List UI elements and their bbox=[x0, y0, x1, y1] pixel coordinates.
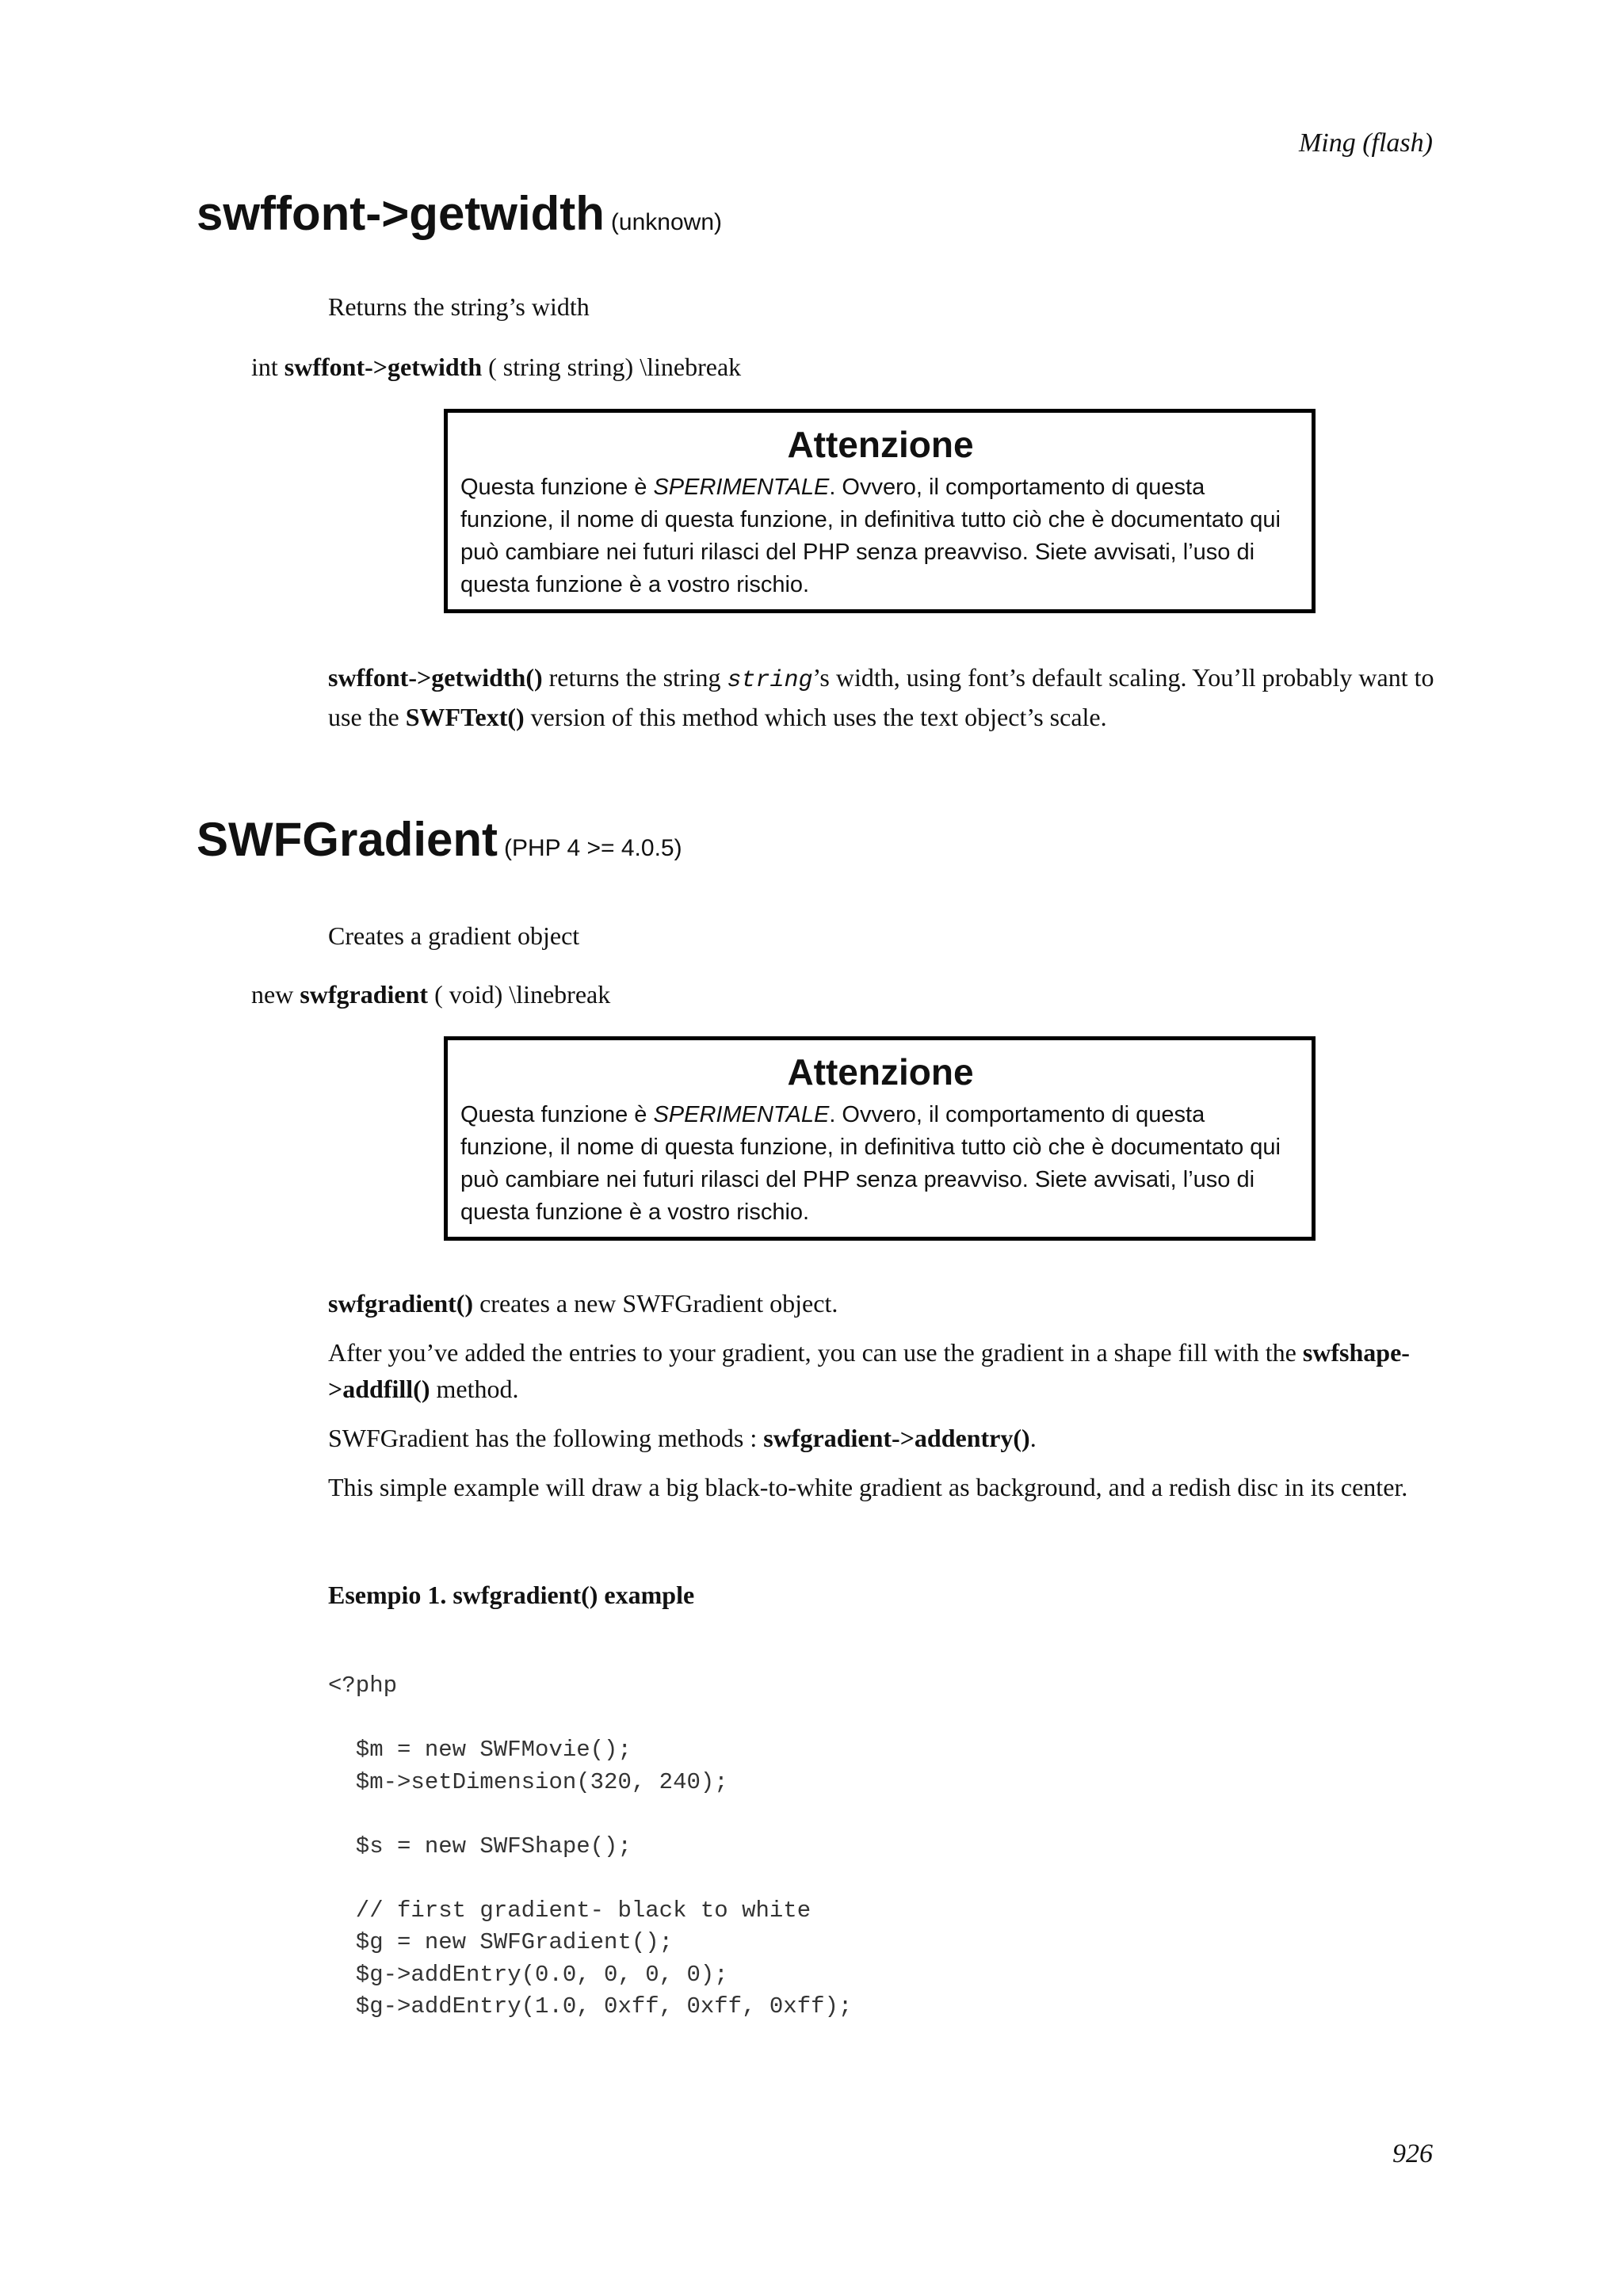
code-line: $m->setDimension(320, 240); bbox=[328, 1768, 728, 1795]
example-title: Esempio 1. swfgradient() example bbox=[328, 1581, 695, 1609]
code-line: <?php bbox=[328, 1672, 398, 1699]
function-title-swfgradient bbox=[197, 813, 682, 866]
code-line: $g = new SWFGradient(); bbox=[328, 1929, 674, 1955]
paragraph: After you’ve added the entries to your gradient, you can use the gradient in a shape fill with the swfshape->addfill() method. bbox=[328, 1338, 1410, 1403]
proto-return: int bbox=[251, 353, 278, 381]
proto-args: ( void) \linebreak bbox=[434, 980, 611, 1009]
paragraph: swfgradient() creates a new SWFGradient object. bbox=[328, 1289, 838, 1318]
code-line: $m = new SWFMovie(); bbox=[328, 1737, 632, 1763]
warning-title: Attenzione bbox=[787, 1051, 974, 1093]
function-name: swffont->getwidth bbox=[197, 187, 605, 240]
paragraph: This simple example will draw a big black-to-white gradient as background, and a redish disc in its center. bbox=[328, 1473, 1408, 1501]
code-line: $g->addEntry(0.0, 0, 0, 0); bbox=[328, 1961, 728, 1988]
code-line: $s = new SWFShape(); bbox=[328, 1833, 632, 1859]
page-number: 926 bbox=[1392, 2139, 1433, 2168]
parameter-name: string bbox=[727, 667, 813, 694]
proto-name: swfgradient bbox=[300, 980, 429, 1009]
warning-body: Questa funzione è SPERIMENTALE. Ovvero, il comportamento di questa funzione, il nome di questa funzione, in definitiva tutto ciò che è documentato qui può cambiare nei futuri rilasci del PHP senza preavviso. Siete avvisati, l’uso di questa funzione è a vostro rischio. bbox=[460, 1102, 1281, 1225]
function-prototype bbox=[251, 976, 610, 1013]
function-prototype bbox=[251, 349, 741, 385]
running-header: Ming (flash) bbox=[1298, 128, 1433, 158]
warning-title: Attenzione bbox=[787, 424, 974, 465]
function-summary: Creates a gradient object bbox=[328, 921, 580, 950]
proto-args: ( string string) \linebreak bbox=[488, 353, 742, 381]
warning-box bbox=[444, 409, 1316, 613]
function-title-getwidth bbox=[197, 187, 722, 240]
proto-name: swffont->getwidth bbox=[284, 353, 483, 381]
proto-return: new bbox=[251, 980, 294, 1009]
code-line bbox=[328, 1798, 852, 1831]
paragraph: SWFGradient has the following methods : swfgradient->addentry(). bbox=[328, 1424, 1037, 1452]
code-line bbox=[328, 1703, 852, 1735]
code-line: $g->addEntry(1.0, 0xff, 0xff, 0xff); bbox=[328, 1993, 853, 2019]
code-line: // first gradient- black to white bbox=[328, 1897, 812, 1924]
warning-body: Questa funzione è SPERIMENTALE. Ovvero, il comportamento di questa funzione, il nome di questa funzione, in definitiva tutto ciò che è documentato qui può cambiare nei futuri rilasci del PHP senza preavviso. Siete avvisati, l’uso di questa funzione è a vostro rischio. bbox=[460, 475, 1281, 597]
code-block bbox=[328, 1670, 852, 2023]
warning-box bbox=[444, 1036, 1316, 1241]
function-name: SWFGradient bbox=[197, 813, 498, 866]
code-line bbox=[328, 1863, 852, 1895]
function-version: (unknown) bbox=[610, 209, 722, 235]
function-version: (PHP 4 >= 4.0.5) bbox=[504, 835, 682, 861]
function-description: swffont->getwidth() returns the string string’s width, using font’s default scaling. You’ll probably want to use the SWFText() version of this method which uses the text object’s scale. bbox=[328, 663, 1434, 731]
function-summary: Returns the string’s width bbox=[328, 292, 590, 321]
